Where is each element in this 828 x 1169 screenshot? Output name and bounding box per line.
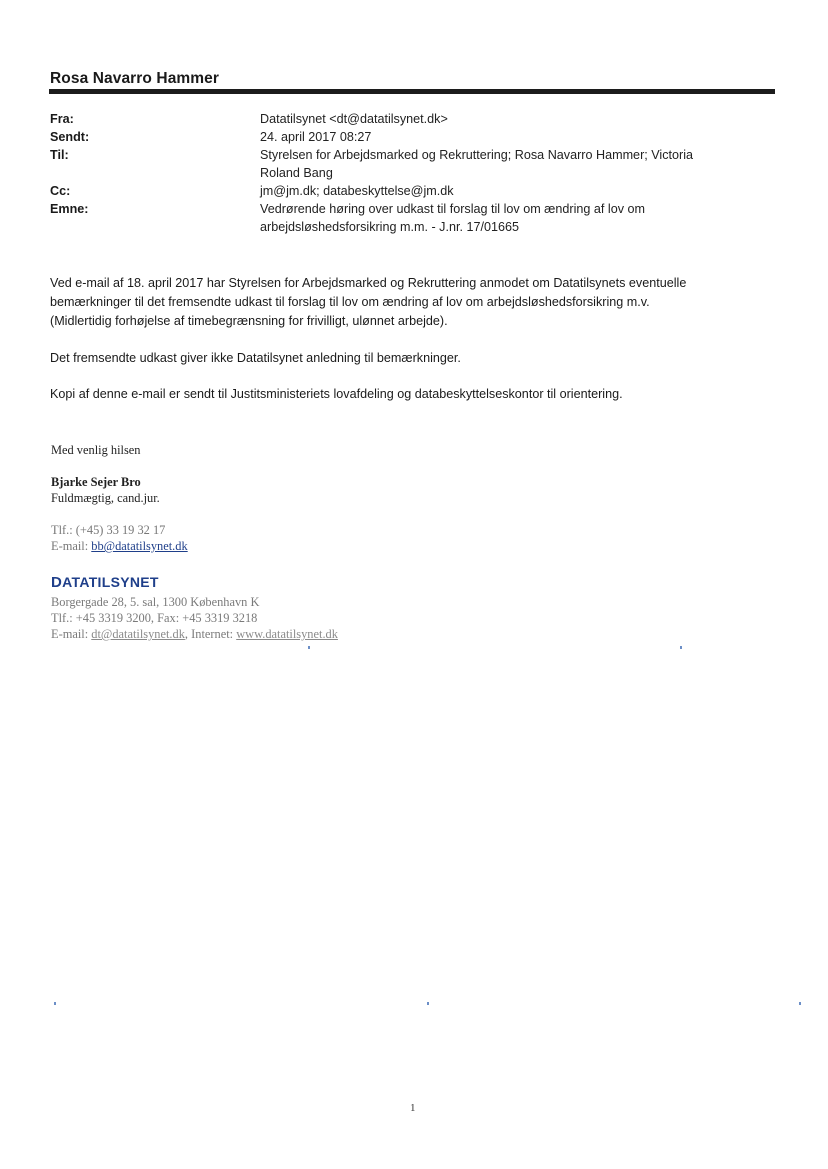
to-value — [260, 146, 770, 182]
from-value: Datatilsynet <dt@datatilsynet.dk> — [260, 112, 448, 126]
header-to-row — [50, 146, 770, 182]
header-from-row — [50, 110, 770, 128]
organization-name-initial: D — [51, 574, 63, 591]
cc-label: Cc: — [50, 184, 71, 198]
email-header — [50, 110, 770, 236]
subject-label: Emne: — [50, 202, 89, 216]
signature-block — [51, 442, 551, 554]
body-p1-line2: bemærkninger til det fremsendte udkast til forslag til lov om ændring af lov om arbejdsløshedsforsikring m.v. — [50, 295, 650, 309]
sent-value: 24. april 2017 08:27 — [260, 130, 372, 144]
scan-speck — [308, 646, 310, 649]
body-paragraph-3: Kopi af denne e-mail er sendt til Justitsministeriets lovafdeling og databeskyttelseskontor til orientering. — [50, 387, 623, 401]
organization-block — [51, 574, 338, 642]
body-paragraph-2: Det fremsendte udkast giver ikke Datatilsynet anledning til bemærkninger. — [50, 351, 461, 365]
organization-email-link[interactable]: dt@datatilsynet.dk — [91, 627, 185, 641]
scan-speck — [799, 1002, 801, 1005]
subject-value-line2: arbejdsløshedsforsikring m.m. - J.nr. 17/01665 — [260, 220, 519, 234]
to-value-line1: Styrelsen for Arbejdsmarked og Rekruttering; Rosa Navarro Hammer; Victoria — [260, 148, 694, 162]
signature-email-label: E-mail: — [51, 539, 92, 553]
scan-speck — [54, 1002, 56, 1005]
body-paragraph-1 — [50, 274, 778, 331]
signature-email-link[interactable]: bb@datatilsynet.dk — [91, 539, 188, 553]
organization-contact-line — [51, 626, 338, 642]
organization-website-link[interactable]: www.datatilsynet.dk — [236, 627, 338, 641]
sent-label: Sendt: — [50, 130, 90, 144]
mailbox-owner-name: Rosa Navarro Hammer — [50, 70, 220, 87]
signature-email-line — [51, 538, 551, 554]
signature-title: Fuldmægtig, cand.jur. — [51, 491, 160, 505]
subject-value — [260, 200, 770, 236]
organization-phone-fax: Tlf.: +45 3319 3200, Fax: +45 3319 3218 — [51, 611, 258, 625]
from-label: Fra: — [50, 112, 74, 126]
to-value-line2: Roland Bang — [260, 166, 333, 180]
organization-internet-label: , Internet: — [184, 627, 237, 641]
signature-name: Bjarke Sejer Bro — [51, 475, 141, 489]
email-body — [50, 274, 778, 421]
scan-speck — [680, 646, 682, 649]
header-sent-row — [50, 128, 770, 146]
header-subject-row — [50, 200, 770, 236]
organization-name-rest: ATATILSYNET — [62, 574, 159, 590]
organization-email-label: E-mail: — [51, 627, 92, 641]
body-p1-line3: (Midlertidig forhøjelse af timebegrænsning for frivilligt, ulønnet arbejde). — [50, 314, 448, 328]
header-cc-row — [50, 182, 770, 200]
scan-speck — [427, 1002, 429, 1005]
body-p1-line1: Ved e-mail af 18. april 2017 har Styrelsen for Arbejdsmarked og Rekruttering anmodet om Datatilsynets eventuelle — [50, 276, 687, 290]
organization-address: Borgergade 28, 5. sal, 1300 København K — [51, 595, 260, 609]
signature-greeting: Med venlig hilsen — [51, 443, 141, 457]
page-number: 1 — [410, 1102, 416, 1114]
header-rule — [49, 89, 775, 94]
cc-value: jm@jm.dk; databeskyttelse@jm.dk — [260, 184, 454, 198]
to-label: Til: — [50, 148, 69, 162]
subject-value-line1: Vedrørende høring over udkast til forslag til lov om ændring af lov om — [260, 202, 645, 216]
organization-name — [51, 574, 338, 591]
signature-phone: Tlf.: (+45) 33 19 32 17 — [51, 523, 166, 537]
